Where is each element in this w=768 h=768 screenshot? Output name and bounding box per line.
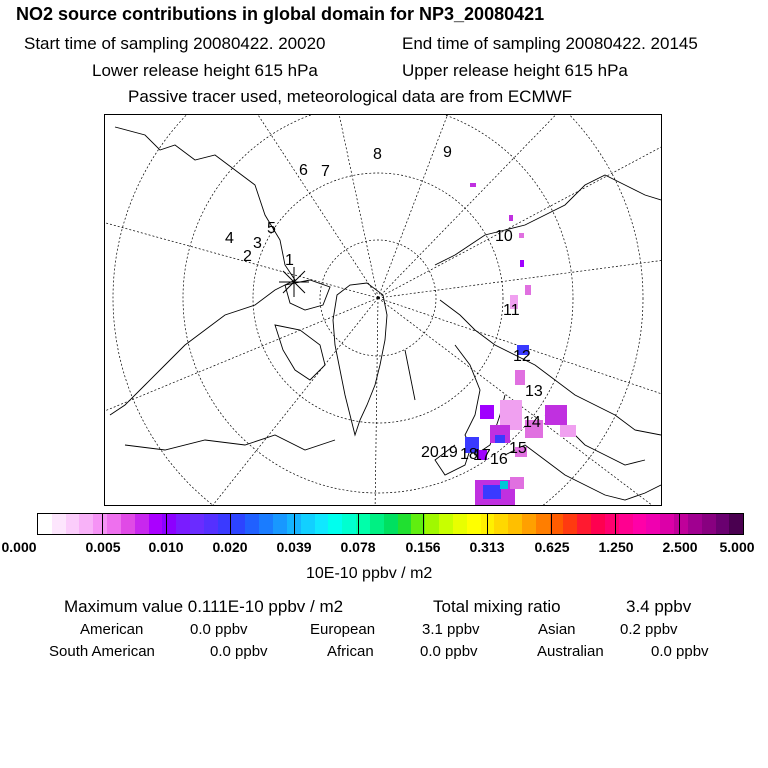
colorbar-swatch	[93, 514, 107, 534]
coastline	[110, 127, 295, 415]
region-name: European	[310, 621, 376, 638]
colorbar-tick: 0.000	[1, 539, 37, 555]
colorbar	[37, 513, 744, 535]
end-time: End time of sampling 20080422. 20145	[402, 34, 698, 53]
meridian	[378, 145, 661, 298]
start-time: Start time of sampling 20080422. 20020	[24, 34, 326, 53]
colorbar-swatch	[135, 514, 149, 534]
colorbar-swatch	[729, 514, 743, 534]
colorbar-swatch	[342, 514, 356, 534]
trajectory-label-1: 1	[285, 252, 294, 269]
meridian	[378, 115, 575, 298]
region-name: African	[327, 643, 374, 660]
colorbar-swatch	[204, 514, 218, 534]
colorbar-swatch	[605, 514, 619, 534]
coastline	[405, 350, 415, 400]
max-value: Maximum value 0.111E-10 ppbv / m2	[64, 597, 344, 616]
total-mixing-value: 3.4 ppbv	[626, 597, 692, 616]
plume-pixel	[515, 370, 525, 385]
region-name: Australian	[537, 643, 604, 660]
region-name: South American	[49, 643, 155, 660]
colorbar-tick: 0.005	[85, 539, 121, 555]
colorbar-divider	[615, 514, 616, 534]
colorbar-tick: 0.020	[212, 539, 248, 555]
colorbar-tick: 2.500	[662, 539, 698, 555]
coastline	[435, 175, 661, 265]
colorbar-swatch	[259, 514, 273, 534]
plume-pixel	[560, 425, 576, 437]
colorbar-swatch	[232, 514, 246, 534]
trajectory-label-16: 16	[490, 451, 508, 468]
colorbar-swatch	[646, 514, 660, 534]
trajectory-label-15: 15	[509, 440, 527, 457]
plume-pixel	[525, 285, 531, 295]
region-name: American	[80, 621, 144, 638]
plume-pixel	[483, 485, 501, 499]
colorbar-tick: 1.250	[598, 539, 634, 555]
colorbar-swatch	[563, 514, 577, 534]
tracer-note: Passive tracer used, meteorological data are from ECMWF	[128, 87, 573, 106]
colorbar-swatch	[38, 514, 52, 534]
colorbar-swatch	[301, 514, 315, 534]
trajectory-label-11: 11	[503, 302, 520, 319]
colorbar-swatch	[79, 514, 93, 534]
colorbar-swatch	[591, 514, 605, 534]
trajectory-label-17: 17	[473, 447, 491, 464]
colorbar-swatch	[425, 514, 439, 534]
colorbar-divider	[102, 514, 103, 534]
colorbar-unit: 10E-10 ppbv / m2	[306, 565, 433, 582]
trajectory-label-7: 7	[321, 163, 330, 180]
trajectory-label-14: 14	[523, 414, 541, 431]
trajectory-label-8: 8	[373, 146, 382, 163]
trajectory-labels	[225, 144, 543, 468]
polar-map	[105, 115, 661, 505]
colorbar-swatch	[107, 514, 121, 534]
colorbar-tick: 5.000	[719, 539, 755, 555]
colorbar-swatch	[577, 514, 591, 534]
trajectory-label-9: 9	[443, 144, 452, 161]
colorbar-swatch	[633, 514, 647, 534]
colorbar-swatch	[370, 514, 384, 534]
colorbar-swatch	[52, 514, 66, 534]
trajectory-label-13: 13	[525, 383, 543, 400]
colorbar-swatch	[245, 514, 259, 534]
plume-pixel	[500, 481, 508, 489]
colorbar-swatch	[328, 514, 342, 534]
colorbar-swatch	[702, 514, 716, 534]
plume-pixel	[495, 435, 505, 443]
trajectory-label-3: 3	[253, 235, 262, 252]
colorbar-swatch	[162, 514, 176, 534]
meridian	[378, 115, 455, 298]
colorbar-tick: 0.625	[534, 539, 570, 555]
colorbar-swatch	[619, 514, 633, 534]
colorbar-swatch	[121, 514, 135, 534]
plume-pixel	[519, 233, 524, 238]
colorbar-tick: 0.156	[405, 539, 441, 555]
colorbar-swatch	[398, 514, 412, 534]
colorbar-tick: 0.010	[148, 539, 184, 555]
meridian	[378, 260, 661, 298]
trajectory-label-19: 19	[440, 444, 458, 461]
colorbar-swatch	[508, 514, 522, 534]
upper-release-height: Upper release height 615 hPa	[402, 61, 628, 80]
total-mixing-label: Total mixing ratio	[433, 597, 561, 616]
trajectory-label-2: 2	[243, 248, 252, 265]
colorbar-swatch	[315, 514, 329, 534]
colorbar-swatch	[176, 514, 190, 534]
trajectory-label-4: 4	[225, 230, 234, 247]
trajectory-label-5: 5	[267, 220, 276, 237]
plume-pixel	[510, 477, 524, 489]
plume-pixel	[545, 405, 567, 425]
region-value: 0.0 ppbv	[210, 643, 268, 660]
colorbar-divider	[294, 514, 295, 534]
region-name: Asian	[538, 621, 576, 638]
colorbar-swatch	[660, 514, 674, 534]
colorbar-swatch	[453, 514, 467, 534]
meridian	[245, 115, 378, 298]
coastlines	[110, 127, 661, 500]
colorbar-swatch	[674, 514, 688, 534]
coastline	[275, 325, 325, 380]
colorbar-divider	[166, 514, 167, 534]
plume-pixel	[470, 183, 476, 187]
meridian	[375, 298, 378, 505]
colorbar-tick: 0.039	[276, 539, 312, 555]
colorbar-swatch	[273, 514, 287, 534]
trajectory-label-18: 18	[460, 446, 478, 463]
meridian	[105, 220, 378, 298]
colorbar-swatch	[536, 514, 550, 534]
trajectory-label-12: 12	[513, 348, 531, 365]
plume-pixel	[520, 260, 524, 267]
meridian	[335, 115, 378, 298]
region-value: 0.0 ppbv	[420, 643, 478, 660]
colorbar-divider	[679, 514, 680, 534]
colorbar-divider	[423, 514, 424, 534]
colorbar-divider	[230, 514, 231, 534]
trajectory-label-10: 10	[495, 228, 513, 245]
colorbar-swatch	[439, 514, 453, 534]
colorbar-swatch	[66, 514, 80, 534]
trajectory-label-6: 6	[299, 162, 308, 179]
plume-pixel	[509, 215, 513, 221]
plume-pixel	[480, 405, 494, 419]
colorbar-tick: 0.078	[340, 539, 376, 555]
colorbar-swatch	[688, 514, 702, 534]
colorbar-divider	[358, 514, 359, 534]
trajectory-label-20: 20	[421, 444, 439, 461]
coastline	[125, 435, 335, 450]
region-value: 3.1 ppbv	[422, 621, 480, 638]
colorbar-swatch	[149, 514, 163, 534]
colorbar-divider	[551, 514, 552, 534]
lower-release-height: Lower release height 615 hPa	[92, 61, 318, 80]
colorbar-swatch	[190, 514, 204, 534]
colorbar-swatch	[384, 514, 398, 534]
colorbar-divider	[487, 514, 488, 534]
greenland-coast	[333, 283, 387, 435]
graticule	[105, 115, 661, 505]
latitude-circle	[113, 115, 643, 505]
map-panel	[104, 114, 662, 506]
colorbar-tick: 0.313	[469, 539, 505, 555]
colorbar-swatch	[522, 514, 536, 534]
region-value: 0.0 ppbv	[651, 643, 709, 660]
colorbar-swatch	[494, 514, 508, 534]
region-value: 0.2 ppbv	[620, 621, 678, 638]
asterisk-marker	[279, 267, 309, 297]
meridian	[205, 298, 378, 505]
region-value: 0.0 ppbv	[190, 621, 248, 638]
colorbar-swatch	[467, 514, 481, 534]
colorbar-swatch	[716, 514, 730, 534]
map-title: NO2 source contributions in global domain for NP3_20080421	[16, 4, 545, 24]
